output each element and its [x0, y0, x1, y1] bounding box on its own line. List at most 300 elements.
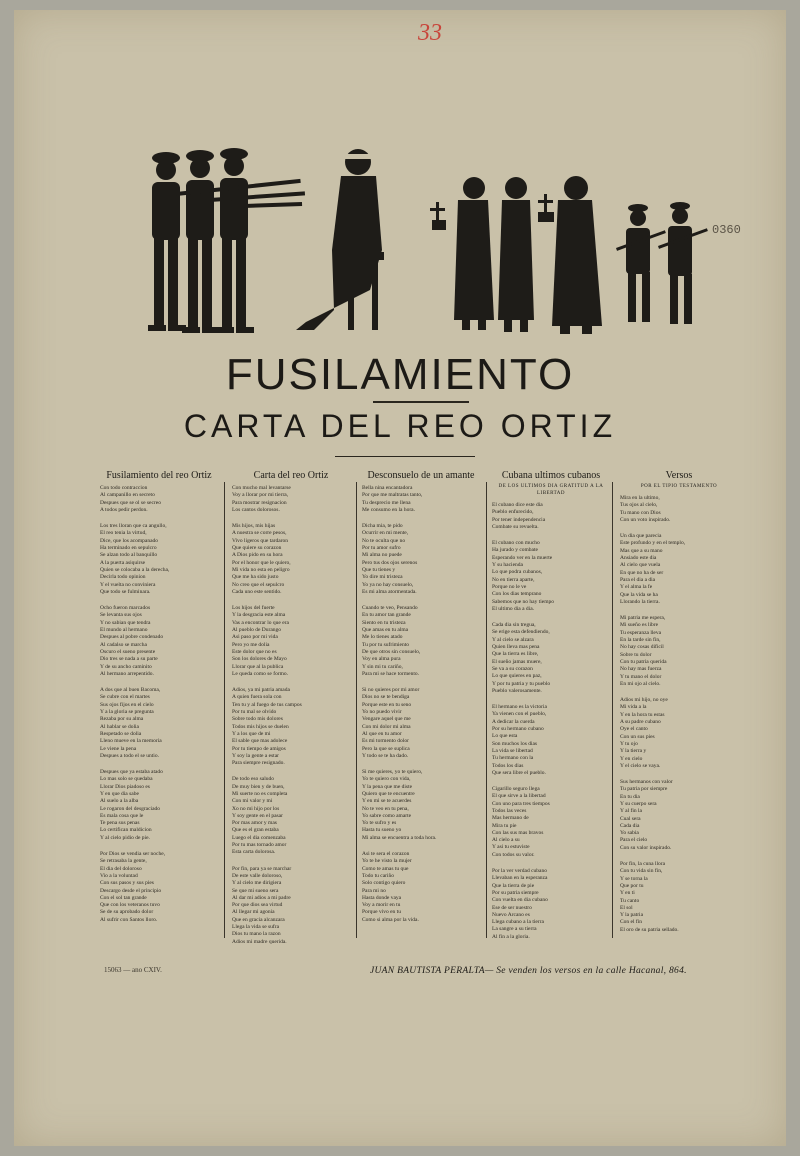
verse-line: Lo que quieres en paz, [492, 673, 542, 680]
stanza [100, 485, 218, 514]
verse-line: Yo sabre como amarte [362, 812, 412, 819]
verse-line: Llevaban en la esperanza [492, 875, 548, 882]
verse-line: No te oculta que no [362, 537, 406, 544]
verse-line: Dios no se te bendiga [362, 694, 410, 701]
verse-line: Todo tu cariño [362, 872, 394, 879]
verse-line: Si me quieres, yo te quiero, [362, 769, 423, 776]
verse-line: En tu amor tan grande [362, 612, 411, 619]
verse-line: Y al fin la [620, 808, 642, 815]
verse-line: Nuevo Arcano es [492, 911, 530, 918]
verse-line: A la puerta asiquirse [100, 559, 146, 566]
verse-line: Por tu tiempo de amigos [232, 745, 286, 752]
verse-line: Mi sueño es libre [620, 622, 659, 629]
verse-line: Quien se colocaba a la derecha, [100, 566, 170, 573]
verse-line: Sus ojos fijos en el cielo [100, 701, 154, 708]
verse-line: En la tarde sin fin, [620, 637, 661, 644]
verse-line: No hay cosas dificil [620, 644, 664, 651]
verse-line: Por tu mas tornado amor [232, 842, 287, 849]
page-subtitle: CARTA DEL REO ORTIZ [183, 408, 617, 444]
verse-line: Siento en tu tristeza [362, 619, 406, 626]
verse-line: Ese de ser nuestro [492, 904, 532, 911]
verse-line: Tu canto [620, 897, 640, 904]
verse-line: Al que en tu amor [362, 730, 402, 737]
verse-line: Le rogaron del desgraciado [100, 805, 161, 812]
stanza [492, 502, 610, 531]
verse-line: Con mi valor y mi [232, 798, 273, 805]
verse-line: Este profundo y en el templo, [620, 540, 686, 547]
stanza [232, 866, 350, 946]
verse-line: Quiero que te encuentre [362, 790, 415, 797]
priest-figure [538, 176, 602, 334]
verse-line: Al hermano arrepentido. [100, 670, 154, 677]
verse-line: Con el sol tan grande [100, 894, 147, 901]
verse-line: Y al cielo pidio de pie. [100, 834, 150, 841]
verse-line: Con mucho mal levantarse [232, 485, 291, 491]
verse-line: Yo sabia [620, 830, 639, 837]
verse-line: Cigarillo seguro llega [492, 786, 540, 793]
verse-line: Combate su revuelta. [492, 523, 539, 530]
verse-line: Y en cielo [620, 755, 643, 762]
verse-line: El reo tenia la virtud, [100, 530, 147, 537]
verse-line: Ha jurado y combate [492, 547, 538, 554]
verse-line: Esperando ver en la muerte [492, 554, 553, 561]
verse-line: Con sus pasos y sus pies [100, 880, 154, 887]
verse-line: Y el alma la fe [620, 584, 653, 591]
verse-line: Para mostrar resignacion [232, 499, 287, 506]
verse-line: Que tu tienes y [362, 566, 396, 573]
column-divider [612, 482, 613, 938]
verse-line: Con uno para tres tiempos [492, 800, 550, 807]
verse-line: Despues que ya estaba atado [100, 769, 163, 776]
verse-line: Mira tu pie [492, 822, 517, 829]
verse-line: Que la tierra de pie [492, 882, 535, 889]
soldier-figure [216, 148, 254, 333]
stanza [362, 485, 480, 514]
column-heading: Versos [665, 470, 693, 481]
verse-line: Tu mano con Dios [620, 509, 661, 516]
verse-line: Y su cuerpo sera [620, 800, 657, 807]
verse-line: Se cubre con el martes [100, 694, 150, 701]
verse-line: Los tres lloran que ca angullo, [100, 523, 167, 530]
verse-line: Llega cubano a la tierra [492, 919, 544, 926]
verse-line: Mas que a su mano [620, 547, 663, 554]
stanza [492, 704, 610, 777]
verse-line: Y sin mi tu cariño, [362, 663, 403, 670]
verse-line: Dio tres se nada a su parte [100, 656, 158, 663]
verse-line: Xo no mi hijo por los [232, 805, 280, 812]
stanza [620, 495, 738, 524]
verse-line: Todos mis hijos se duelen [232, 723, 289, 730]
verse-line: Tu desprecio me llena [362, 499, 411, 506]
verse-line: Mi suerte no es completa [232, 790, 288, 797]
verse-line: Lo que podra cubanos, [492, 569, 543, 576]
verse-line: La vida se libertad [492, 747, 533, 754]
verse-line: Para mi no [362, 887, 386, 894]
title-divider [373, 401, 469, 403]
verse-line: Esta carta dolorosa. [232, 849, 276, 856]
verse-column [620, 470, 738, 935]
verse-line: Por que me maltratas tanto, [362, 492, 423, 499]
verse-line: Pero la que se suplica [362, 745, 410, 752]
verse-line: Se retrasaba la gente, [100, 858, 147, 865]
verse-line: Sobre tu dolor [620, 651, 652, 658]
verse-column [232, 470, 350, 945]
verse-line: En que no ha de ser [620, 569, 664, 576]
verse-line: Mi alma se encuentra a toda hora. [362, 834, 437, 841]
stanza [100, 851, 218, 924]
verse-line: Todos las veces [492, 807, 527, 814]
verse-line: Cada dia sin tregua, [492, 622, 536, 629]
verse-line: Que es el gran estaba [232, 827, 279, 834]
stanza [232, 687, 350, 767]
verse-line: Con todos su valor. [492, 851, 535, 858]
verse-line: Cual sera [620, 815, 641, 822]
verse-line: Yo te he visto la mujer [362, 858, 412, 865]
verse-line: Sabemos que no hay tiempo [492, 598, 555, 605]
verse-line: Se alzan todo al banquillo [100, 552, 158, 559]
verse-line: Y tu ojo [620, 740, 638, 747]
verse-line: Mi patria me espera, [620, 615, 666, 622]
verse-line: El hermano es la victoria [492, 704, 547, 711]
verse-line: Por tu amor sufro [362, 545, 401, 552]
column-heading: Fusilamiento del reo Ortiz [106, 470, 212, 481]
verse-line: Dios tu mano la razon [232, 931, 281, 938]
verse-line: En mi ojo al cielo. [620, 680, 661, 687]
verse-line: Y en que dia sabe [100, 790, 139, 797]
soldier-figure [148, 152, 186, 331]
catalog-number: 15063 — ano CXIV. [104, 966, 162, 974]
verse-line: Tu por tu sufrimiento [362, 641, 410, 648]
verse-line: Al hablar se dolia [100, 723, 139, 730]
stanza [362, 687, 480, 760]
verse-line: Lo mas solo se quedaba [100, 776, 153, 783]
stanza [232, 523, 350, 596]
stanza [232, 605, 350, 678]
verse-line: Que sera libre el pueblo. [492, 769, 546, 776]
stanza [232, 485, 350, 514]
verse-line: El sueño jamas muere, [492, 658, 542, 665]
verse-line: De que otros sin consuelo, [362, 648, 421, 655]
stanza [362, 523, 480, 596]
verse-line: Rezaba por su alma [100, 716, 144, 723]
verse-line: Por Dios se vendia ser noche, [100, 851, 166, 858]
verse-line: Los hijos del fuerte [232, 605, 275, 612]
verse-line: Al dar mi adios a mi padre [232, 894, 291, 901]
verse-line: Me lo tienes atado [362, 634, 403, 641]
verse-line: Quien lleva mas pena [492, 644, 540, 651]
stanza [100, 605, 218, 678]
column-divider [486, 482, 487, 938]
execution-illustration [136, 140, 716, 345]
verse-line: Yo te quiero con vida, [362, 776, 411, 783]
verse-line: A su padre cubano [620, 719, 661, 726]
verse-line: Y la desgracia este alma [232, 612, 286, 619]
verse-line: No hay mas fuerza [620, 666, 662, 673]
page-title: FUSILAMIENTO [225, 350, 575, 399]
verse-line: Porque vivo en tu [362, 909, 401, 916]
verse-line: Con mi dolor mi alma [362, 723, 411, 730]
verse-line: Como te amas tu que [362, 865, 409, 872]
verse-line: Luego el dia comenzaba [232, 834, 286, 841]
priest-figure [498, 177, 534, 332]
verse-line: Por tu mal se olvido [232, 709, 277, 716]
verse-line: Adios mi madre querida. [232, 938, 287, 945]
verse-line: Con tu patria querida [620, 658, 667, 665]
verse-line: Pero tus dos ojos serenos [362, 559, 418, 566]
verse-line: Vivo ligeros que tardaron [232, 537, 289, 544]
verse-line: Vas a encontrar lo que era [232, 619, 289, 626]
verse-line: Son los dolores de Mayo [232, 656, 287, 663]
column-heading: Carta del reo Ortiz [253, 470, 329, 481]
stanza [362, 769, 480, 842]
verse-line: Yo ya no hay consuelo, [362, 581, 414, 588]
verse-line: Ocurrir en mi mente, [362, 530, 409, 537]
column-divider [356, 482, 357, 938]
verse-line: Ha terminado en sepulcro [100, 545, 157, 552]
printer-imprint: JUAN BAUTISTA PERALTA— Se venden los versos en la calle Hacanal, 864. [370, 966, 687, 976]
verse-line: Para el cielo [620, 837, 648, 844]
verse-line: El sable que mas adolece [232, 738, 288, 745]
verse-line: Se de su aprobado dolor [100, 909, 154, 916]
verse-line: Cada dia [620, 822, 640, 829]
column-heading: Cubana ultimos cubanos [501, 470, 601, 481]
verse-line: Es mala cosa que le [100, 812, 144, 819]
verse-line: Llega la vida se sufra [232, 924, 280, 931]
verse-line: Pero yo me dolia [232, 641, 270, 648]
verse-line: Bella nina encantadora [362, 485, 413, 491]
stanza [492, 540, 610, 613]
column-divider [224, 482, 225, 938]
verse-columns [100, 470, 740, 945]
verse-line: Con los dias temprano [492, 591, 542, 598]
verse-line: Llorando la tierra. [620, 598, 660, 605]
verse-line: Y la pena que me diste [362, 783, 413, 790]
verse-line: Por fin, para ya se marchar [232, 865, 292, 872]
rifle-icon [244, 202, 302, 208]
verse-line: Voy en alma pura [362, 656, 401, 663]
verse-line: Mas hermano de [492, 815, 529, 822]
verse-line: Despues a todo el se untio. [100, 752, 159, 759]
verse-line: A nuestra se corre pesos, [232, 530, 287, 537]
verse-line: Es mi alma atormentada. [362, 588, 417, 595]
stanza [620, 697, 738, 770]
verse-line: Asi paso por mi vida [232, 634, 278, 641]
verse-line: Lo certifican maldicion [100, 827, 152, 834]
verse-line: Y no sabian que tendra [100, 619, 151, 626]
verse-line: Tu esperanza lleva [620, 629, 662, 636]
verse-line: A dedicar la cuerda [492, 718, 535, 725]
verse-line: El oro de su patria sellado. [620, 926, 679, 933]
verse-line: Que con los veteranos tuvo [100, 902, 160, 909]
verse-line: Y se torna la [620, 875, 648, 882]
verse-line: Y de su ancho caminito [100, 663, 152, 670]
stanza [620, 779, 738, 852]
verse-line: Por que dios sea virtud [232, 902, 283, 909]
verse-line: En tu dia [620, 793, 640, 800]
verse-line: Son muchos los dias [492, 740, 538, 747]
verse-line: Decirla todo opinion [100, 574, 146, 581]
verse-line: Llorar que al la publica [232, 663, 284, 670]
verse-line: Y por tu patria y tu pueblo [492, 680, 551, 687]
verse-line: Le viene la pena [100, 745, 137, 752]
verse-line: Ten tu y al fuego de tus campos [232, 701, 302, 708]
verse-line: Tu patria por siempre [620, 786, 668, 793]
verse-line: Vio a la voluntad [100, 872, 138, 879]
verse-line: Cuando te veo, Pensando [362, 605, 418, 612]
verse-line: Un dia que parecia [620, 533, 662, 540]
verse-line: Llorar Dios piadoso es [100, 783, 150, 790]
verse-line: Y en ti [620, 890, 635, 897]
verse-line: Adios mi hijo, no oye [620, 697, 668, 704]
verse-line: Ansiado este dia [620, 555, 657, 562]
verse-line: Que todo se fulminara. [100, 588, 151, 595]
verse-line: Por su patria siempre [492, 889, 539, 896]
verse-line: Por la ver verdad cubano [492, 868, 547, 875]
verse-line: No creo que el sepulcro [232, 581, 285, 588]
verse-line: Los cantos dolorosos. [232, 506, 280, 513]
verse-line: Tu hermano con la [492, 755, 534, 762]
verse-line: Por el honor que le quiero, [232, 559, 291, 566]
verse-line: Se que mi sueno sera [232, 887, 279, 894]
verse-line: Te pena sus penas [100, 820, 140, 827]
verse-line: Y todo se te ha dado. [362, 752, 409, 759]
verse-line: El que sirve a la libertad [492, 793, 546, 800]
verse-line: Que amas en tu alma [362, 627, 409, 634]
ornament-divider [335, 456, 475, 457]
verse-line: Oye el canto [620, 726, 648, 733]
verse-line: Al fin a la gloria. [492, 933, 530, 940]
stanza [362, 605, 480, 678]
soldier-figure [182, 150, 220, 333]
verse-line: Adios, ya mi patria amada [232, 687, 290, 694]
verse-line: Y tu mano el dolor [620, 673, 662, 680]
verse-line: El cubano dice este dia [492, 502, 543, 508]
guard-figure [616, 204, 666, 322]
verse-line: Mira en la ultimo, [620, 495, 660, 501]
verse-line: Asi te sera el corazon [362, 851, 410, 858]
stanza [100, 769, 218, 842]
verse-line: Con el fin [620, 919, 642, 926]
column-heading: Desconsuelo de un amante [367, 470, 475, 481]
verse-line: Despues que se ol se secreo [100, 499, 161, 506]
verse-line: A Dios pido en su hora [232, 552, 283, 559]
verse-line: Respetado se dolia [100, 730, 142, 737]
stanza [492, 868, 610, 941]
verse-line: Al pueblo de Durango [232, 627, 282, 634]
verse-line: Por tener independencia [492, 516, 546, 523]
verse-line: A todos pedir perdon. [100, 506, 148, 513]
verse-line: Y soy gente en el pasar [232, 812, 283, 819]
verse-line: Para mi se hace tormento. [362, 670, 419, 677]
verse-column [100, 470, 218, 935]
verse-line: Vengare aquel que me [362, 716, 411, 723]
verse-line: Me consumo en la hora. [362, 506, 415, 513]
verse-line: Mi vida no esta en peligro [232, 566, 290, 573]
verse-line: Y en la hora tu estas [620, 711, 665, 718]
verse-line: Yo no puedo vivir [362, 709, 402, 716]
verse-line: Y a la gloria se pregunta [100, 709, 154, 716]
verse-line: Despues al pobre condenado [100, 634, 164, 641]
verse-line: Y la patria [620, 912, 644, 919]
verse-line: Y su hacienda [492, 562, 523, 569]
verse-line: Pueblo enfurecido, [492, 509, 534, 516]
verse-line: Por su hermano cubano [492, 726, 544, 733]
stanza [492, 622, 610, 695]
verse-line: Al cadalso se marcha [100, 641, 147, 648]
guard-figure [658, 202, 708, 324]
verse-line: Le queda como se formo. [232, 670, 289, 677]
verse-line: Sobre todo mis dolores [232, 716, 283, 723]
verse-line: Al cielo a su [492, 837, 520, 844]
verse-line: Mi vida a la [620, 704, 647, 711]
verse-line: El sol [620, 904, 633, 911]
verse-line: Voy a morir en tu [362, 902, 401, 909]
verse-line: Es mi tormento dolor [362, 738, 409, 745]
verse-line: Cada uno este sentido. [232, 588, 282, 595]
verse-line: No en tierra aparte, [492, 576, 535, 583]
verse-line: Ocho fueron marcados [100, 605, 151, 612]
verse-line: Porque no le ve [492, 583, 527, 590]
verse-line: Al llegar mi agonia [232, 909, 275, 916]
verse-line: Tus ojos al cielo, [620, 502, 658, 509]
stanza [232, 776, 350, 856]
verse-line: Y al cielo se alzara [492, 636, 534, 643]
verse-line: El cubano con mucho [492, 540, 540, 547]
catalog-mark: 0360 [712, 223, 741, 237]
verse-line: Y a los que de mi [232, 730, 271, 737]
verse-line: Que quiere su corazon [232, 545, 282, 552]
verse-column [492, 470, 610, 940]
verse-line: Y soy la gente a estar [232, 752, 279, 759]
verse-line: Y el vuelta no conviniera [100, 581, 156, 588]
stanza [620, 533, 738, 606]
priest-figure [430, 177, 494, 330]
verse-line: Y el cielo se vaya. [620, 762, 661, 769]
column-subheading: POR EL TIPIO TESTAMENTO [640, 484, 718, 489]
verse-line: Por fin, la cuna llora [620, 861, 666, 868]
verse-line: Y al cielo me dirigiera [232, 880, 282, 887]
verse-line: Hasta donde vaya [362, 894, 402, 901]
verse-line: Por mas amor y mas [232, 820, 277, 827]
verse-line: La sangre a su tierra [492, 926, 537, 933]
verse-column [362, 470, 480, 935]
verse-line: Porque este en tu seno [362, 701, 412, 708]
verse-line: Todos los dias [492, 762, 524, 769]
verse-line: Al campanillo en secreto [100, 492, 155, 499]
verse-line: Yo te sufro y es [362, 820, 397, 827]
verse-line: Y en mi se te acuerdes [362, 798, 412, 805]
page-number: 33 [418, 20, 442, 46]
verse-line: Al cielo que vuela [620, 562, 661, 569]
verse-line: El ultimo dia a dia. [492, 605, 535, 612]
verse-line: Con un sus pies [620, 733, 655, 740]
verse-line: El mundo al hermano [100, 627, 148, 634]
verse-line: Al sufrir con Santos lloro. [100, 916, 158, 923]
verse-line: Solo contigo quiero [362, 880, 406, 887]
verse-line: Con su valor inspirado. [620, 844, 672, 851]
verse-line: De muy bien y de buen, [232, 783, 285, 790]
verse-line: Y asi tu estuviste [492, 844, 530, 851]
stanza [100, 687, 218, 760]
stanza [620, 615, 738, 688]
verse-line: Pueblo valerosamente. [492, 687, 542, 694]
verse-line: Si no quieres por mi amor [362, 687, 420, 694]
verse-line: De este valle doloroso, [232, 872, 283, 879]
condemned-figure [296, 149, 384, 330]
verse-line: Y la tierra y [620, 748, 647, 755]
verse-line: Como si alma por la vida. [362, 916, 419, 923]
verse-line: Con vuelta en dia cubano [492, 897, 548, 904]
